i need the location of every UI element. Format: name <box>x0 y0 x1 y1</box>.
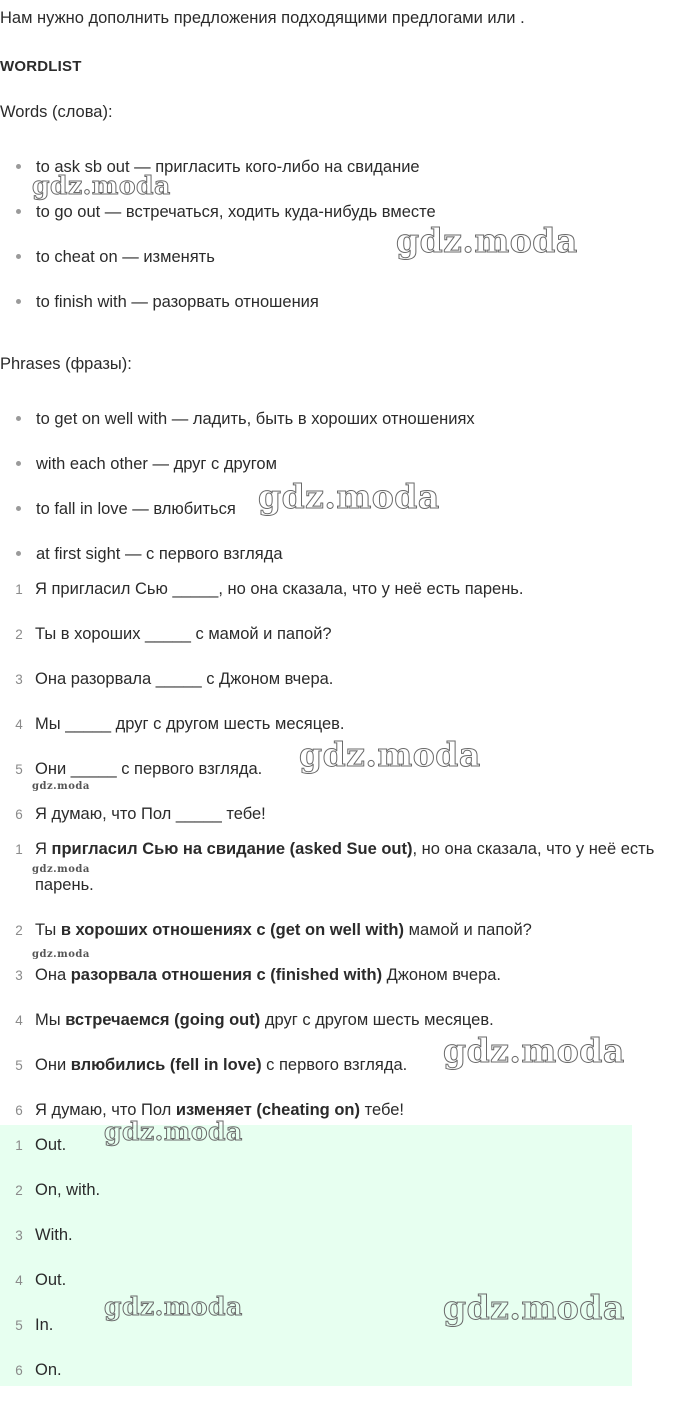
translation-text: Я пригласил Сью на свидание (asked Sue out), но она сказала, что у неё есть парень. <box>35 840 655 894</box>
task-text: Они _____ с первого взгляда. <box>35 760 263 778</box>
list-item <box>16 247 215 267</box>
list-item <box>16 292 319 312</box>
item-number: 5 <box>15 762 23 777</box>
wordlist-heading: WORDLIST <box>0 58 82 75</box>
translation-text: Я думаю, что Пол изменяет (cheating on) тебе! <box>35 1101 404 1119</box>
list-item <box>16 202 436 222</box>
intro-text: Нам нужно дополнить предложения подходящими предлогами или . <box>0 9 525 27</box>
list-item <box>16 544 283 564</box>
list-item <box>16 409 475 429</box>
bullet-icon <box>16 416 21 421</box>
watermark: gdz.moda <box>32 171 171 200</box>
phrases-heading: Phrases (фразы): <box>0 355 132 373</box>
answer-text: On, with. <box>35 1181 101 1199</box>
bullet-icon <box>16 506 21 511</box>
item-number: 5 <box>15 1058 23 1073</box>
watermark: gdz.moda <box>443 1288 625 1327</box>
answer-text: On. <box>35 1361 62 1379</box>
item-number: 6 <box>15 1103 23 1118</box>
bullet-icon <box>16 551 21 556</box>
item-number: 3 <box>15 968 23 983</box>
item-number: 1 <box>15 582 23 597</box>
watermark: gdz.moda <box>32 864 90 875</box>
watermark: gdz.moda <box>104 1292 243 1321</box>
watermark: gdz.moda <box>32 949 90 960</box>
translation-item <box>12 839 662 899</box>
watermark: gdz.moda <box>32 781 90 792</box>
watermark: gdz.moda <box>299 735 481 774</box>
bullet-icon <box>16 254 21 259</box>
item-number: 2 <box>15 627 23 642</box>
item-number: 5 <box>15 1318 23 1333</box>
item-number: 2 <box>15 923 23 938</box>
word-item-text: to ask sb out — пригласить кого-либо на свидание <box>36 158 420 176</box>
word-item-text: to cheat on — изменять <box>36 248 215 266</box>
answers-box <box>0 1125 632 1386</box>
bullet-icon <box>16 461 21 466</box>
watermark: gdz.moda <box>396 221 578 260</box>
answer-text: Out. <box>35 1271 67 1289</box>
item-number: 3 <box>15 1228 23 1243</box>
phrase-item-text: to get on well with — ладить, быть в хороших отношениях <box>36 410 475 428</box>
word-item-text: to finish with — разорвать отношения <box>36 293 319 311</box>
task-text: Я пригласил Сью _____, но она сказала, что у неё есть парень. <box>35 580 524 598</box>
item-number: 3 <box>15 672 23 687</box>
item-number: 4 <box>15 717 23 732</box>
task-text: Мы _____ друг с другом шесть месяцев. <box>35 715 345 733</box>
bullet-icon <box>16 299 21 304</box>
translation-text: Ты в хороших отношениях с (get on well with) мамой и папой? <box>35 921 532 939</box>
answer-text: In. <box>35 1316 54 1334</box>
bullet-icon <box>16 209 21 214</box>
list-item <box>16 454 277 474</box>
list-item <box>16 499 236 519</box>
translation-text: Мы встречаемся (going out) друг с другом шесть месяцев. <box>35 1011 494 1029</box>
translation-text: Она разорвала отношения с (finished with) Джоном вчера. <box>35 966 502 984</box>
watermark: gdz.moda <box>443 1031 625 1070</box>
item-number: 6 <box>15 807 23 822</box>
phrase-item-text: to fall in love — влюбиться <box>36 500 236 518</box>
watermark: gdz.moda <box>104 1117 243 1146</box>
answer-text: Out. <box>35 1136 67 1154</box>
watermark: gdz.moda <box>258 477 440 516</box>
bullet-icon <box>16 164 21 169</box>
task-text: Я думаю, что Пол _____ тебе! <box>35 805 266 823</box>
word-item-text: to go out — встречаться, ходить куда-нибудь вместе <box>36 203 436 221</box>
item-number: 4 <box>15 1013 23 1028</box>
phrase-item-text: with each other — друг с другом <box>36 455 277 473</box>
task-text: Ты в хороших _____ с мамой и папой? <box>35 625 332 643</box>
phrase-item-text: at first sight — с первого взгляда <box>36 545 283 563</box>
item-number: 1 <box>15 1138 23 1153</box>
translation-text: Они влюбились (fell in love) с первого взгляда. <box>35 1056 408 1074</box>
item-number: 6 <box>15 1363 23 1378</box>
task-text: Она разорвала _____ с Джоном вчера. <box>35 670 334 688</box>
words-heading: Words (слова): <box>0 103 113 121</box>
item-number: 2 <box>15 1183 23 1198</box>
answer-text: With. <box>35 1226 73 1244</box>
item-number: 1 <box>15 842 23 857</box>
item-number: 4 <box>15 1273 23 1288</box>
